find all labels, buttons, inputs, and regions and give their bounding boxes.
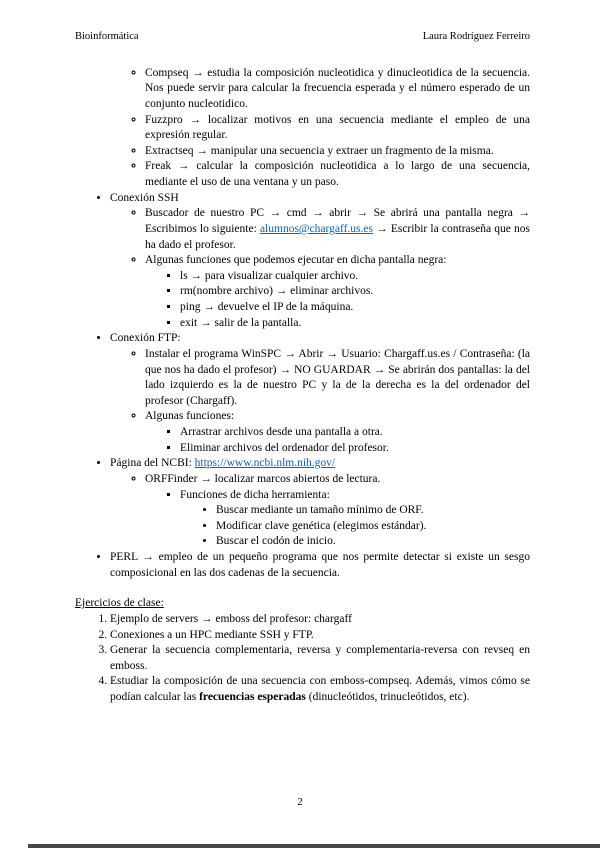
herramienta-funciones-list (180, 503, 530, 550)
list-item-perl: • PERL → empleo de un pequeño programa que nos permite detectar si existe un sesgo composicional en las dos cadenas de la secuencia. (110, 550, 530, 581)
header-author-name: Laura Rodríguez Ferreiro (422, 31, 530, 42)
page-number: 2 (297, 796, 303, 808)
list-item-exit: ▪ exit → salir de la pantalla. (180, 316, 530, 332)
exercise-4-bold-term: frecuencias esperadas (199, 691, 306, 704)
exercise-4-text-pre: Estudiar la composición de una secuencia con emboss-compseq. Además, vimos cómo se podían calcular las (110, 675, 530, 704)
exercise-item-4 (110, 674, 530, 705)
herramienta-title: Funciones de dicha herramienta: (180, 488, 330, 501)
list-item-ssh-buscador (145, 206, 530, 253)
list-item-extractseq: ◦ Extractseq → manipular una secuencia y extraer un fragmento de la misma. (145, 144, 530, 160)
ftp-title: Conexión FTP: (110, 332, 181, 345)
list-item-ncbi (110, 456, 530, 550)
list-item-ssh (110, 191, 530, 332)
list-item-ftp-funciones (145, 409, 530, 456)
list-item-ftp-instalar: ◦ Instalar el programa WinSPC → Abrir → Usuario: Chargaff.us.es / Contraseña: (la que nos ha dado el profesor) → NO GUARDAR → Se abrirán dos pantallas: la del lado izquierdo es la de nuestro PC y la de la derecha es la del ordenador del profesor (Chargaff). (145, 347, 530, 410)
email-link[interactable]: alumnos@chargaff.us.es (259, 222, 373, 235)
exercises-list (75, 612, 530, 706)
ssh-funciones-title: Algunas funciones que podemos ejecutar en dicha pantalla negra: (145, 254, 447, 267)
main-bullet-list (75, 191, 530, 582)
emboss-tools-list (75, 66, 530, 191)
exercise-item-3: 3. Generar la secuencia complementaria, reversa y complementaria-reversa con revseq en emboss. (110, 643, 530, 674)
list-item-tamano-orf: • Buscar mediante un tamaño mínimo de ORF. (216, 503, 530, 519)
list-item-arrastrar: ▪ Arrastrar archivos desde una pantalla a otra. (180, 425, 530, 441)
ncbi-link[interactable]: https://www.ncbi.nlm.nih.gov/ (194, 457, 336, 470)
orffinder-sublist (145, 488, 530, 551)
ncbi-title-text: Página del NCBI: (110, 457, 195, 470)
list-item-compseq: ◦ Compseq → estudia la composición nucleotidica y dinucleotidica de la secuencia. Nos puede servir para calcular la frecuencia esperada y el número esperado de un conjunto nucleotidico. (145, 66, 530, 113)
list-item-ssh-funciones (145, 253, 530, 331)
page-edge (28, 844, 600, 848)
document-content (75, 66, 530, 706)
ftp-funciones-title: Algunas funciones: (145, 410, 235, 423)
header-course-title: Bioinformática (75, 31, 139, 42)
ssh-funciones-list (145, 269, 530, 332)
exercise-item-1: 1. Ejemplo de servers → emboss del profesor: chargaff (110, 612, 530, 628)
list-item-freak: ◦ Freak → calcular la composición nucleotidica a lo largo de una secuencia, mediante el uso de una ventana y un paso. (145, 159, 530, 190)
ftp-funciones-list (145, 425, 530, 456)
list-item-fuzzpro: ◦ Fuzzpro → localizar motivos en una secuencia mediante el empleo de una expresión regular. (145, 113, 530, 144)
exercise-item-2: 2. Conexiones a un HPC mediante SSH y FTP. (110, 628, 530, 644)
exercises-heading: Ejercicios de clase: (75, 597, 164, 610)
list-item-eliminar: ▪ Eliminar archivos del ordenador del profesor. (180, 441, 530, 457)
list-item-ls: ▪ ls → para visualizar cualquier archivo. (180, 269, 530, 285)
ftp-sublist (110, 347, 530, 456)
list-item-orffinder (145, 472, 530, 550)
orffinder-text: ORFFinder → localizar marcos abiertos de lectura. (145, 472, 381, 485)
list-item-codon-inicio: • Buscar el codón de inicio. (216, 534, 530, 550)
ssh-sublist (110, 206, 530, 331)
page-header (75, 30, 530, 44)
exercise-4-text-post: (dinucleótidos, trinucleótidos, etc). (305, 691, 470, 704)
list-item-ftp (110, 331, 530, 456)
ssh-buscador-text-pre: Buscador de nuestro PC → cmd → abrir → Se abrirá una pantalla negra → Escribimos lo siguiente: (145, 207, 530, 235)
list-item-clave-genetica: • Modificar clave genética (elegimos estándar). (216, 519, 530, 535)
list-item-rm: ▪ rm(nombre archivo) → eliminar archivos. (180, 284, 530, 300)
list-item-ping: ▪ ping → devuelve el IP de la máquina. (180, 300, 530, 316)
ssh-buscador-text-post: → Escribir la contraseña que nos ha dado el profesor. (145, 222, 531, 251)
ssh-title: Conexión SSH (110, 191, 179, 204)
list-item-herramienta (180, 488, 530, 551)
ncbi-sublist (110, 472, 530, 550)
